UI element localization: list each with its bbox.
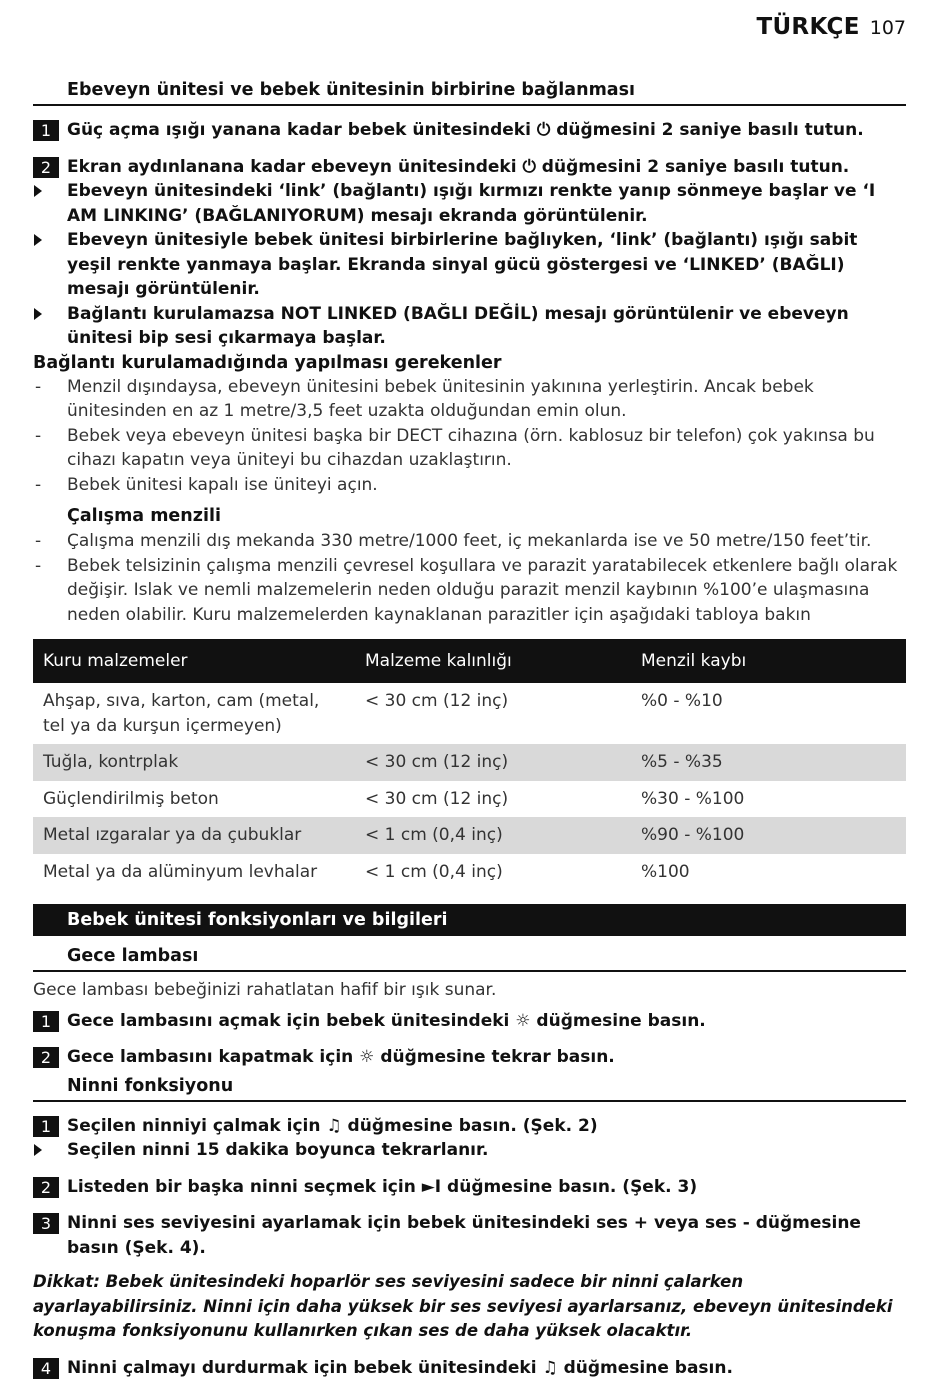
- step-number: 3: [33, 1213, 59, 1234]
- caution-note: Dikkat: Bebek ünitesindeki hoparlör ses seviyesini sadece bir ninni çalarken ayarlayabilirsiniz. Ninni için daha yüksek bir ses seviyesi ayarlarsanız, ebeveyn ünitesindeki konuşma fonksiyonunu kullanırken çıkan ses de daha yüksek olacaktır.: [33, 1272, 893, 1340]
- step-number: 2: [33, 1047, 59, 1068]
- lullaby-step-4: [33, 1356, 906, 1381]
- step-text: Ekran aydınlanana kadar ebeveyn ünitesindeki ⏻ düğmesini 2 saniye basılı tutun.: [67, 156, 850, 177]
- step-text: Gece lambasını kapatmak için ☼ düğmesine tekrar basın.: [67, 1047, 615, 1067]
- result-bullet: Ebeveyn ünitesiyle bebek ünitesi birbirlerine bağlıyken, ‘link’ (bağlantı) ışığı sabit yeşil renkte yanmaya başlar. Ekranda sinyal gücü göstergesi ve ‘LINKED’ (BAĞLI) mesajı görüntülenir.: [33, 228, 906, 302]
- range-item: - Bebek telsizinin çalışma menzili çevresel koşullara ve parazit yaratabilecek etkenlere bağlı olarak değişir. Islak ve nemli malzemelerin neden olduğu parazit menzil kaybının %100’e ulaşmasına neden olabilir. Kuru malzemelerden kaynaklanan parazitler için aşağıdaki tabloya bakın: [35, 555, 898, 625]
- result-bullet: Seçilen ninni 15 dakika boyunca tekrarlanır.: [33, 1138, 906, 1163]
- dash-marker: -: [35, 474, 42, 495]
- step-number: 2: [33, 157, 59, 178]
- table-row: [33, 683, 906, 744]
- troubleshoot-heading: Bağlantı kurulamadığında yapılması gerekenler: [33, 352, 502, 373]
- table-cell: Ahşap, sıva, karton, cam (metal, tel ya da kurşun içermeyen): [43, 691, 320, 736]
- table-cell: Metal ızgaralar ya da çubuklar: [33, 817, 355, 854]
- bullet-arrow-icon: [34, 308, 42, 320]
- step-text: Güç açma ışığı yanana kadar bebek ünitesindeki ⏻ düğmesini 2 saniye basılı tutun.: [67, 120, 864, 140]
- table-row: [33, 744, 906, 781]
- night-light-intro: Gece lambası bebeğinizi rahatlatan hafif bir ışık sunar.: [33, 980, 497, 1000]
- column-header: Malzeme kalınlığı: [355, 639, 631, 683]
- page-number: 107: [869, 17, 906, 39]
- table-row: [33, 781, 906, 818]
- table-cell: %0 - %10: [641, 691, 723, 711]
- dash-marker: -: [35, 425, 42, 446]
- troubleshoot-item: - Bebek ünitesi kapalı ise üniteyi açın.: [33, 473, 906, 498]
- column-header: Kuru malzemeler: [33, 639, 355, 683]
- lullaby-step-3: [33, 1211, 906, 1260]
- table-cell: < 30 cm (12 inç): [355, 744, 631, 781]
- step-number: 1: [33, 1116, 59, 1137]
- result-bullet: Bağlantı kurulamazsa NOT LINKED (BAĞLI DEĞİL) mesajı görüntülenir ve ebeveyn ünitesi bip sesi çıkarmaya başlar.: [33, 302, 906, 351]
- table-header-row: [33, 639, 906, 683]
- troubleshoot-item: - Menzil dışındaysa, ebeveyn ünitesini bebek ünitesinin yakınına yerleştirin. Ancak bebek ünitesinden en az 1 metre/3,5 feet uzakta olduğundan emin olun.: [35, 376, 814, 421]
- step-text: Listeden bir başka ninni seçmek için ►I düğmesine basın. (Şek. 3): [67, 1176, 698, 1197]
- troubleshoot-item: - Bebek veya ebeveyn ünitesi başka bir DECT cihazına (örn. kablosuz bir telefon) çok yakınsa bu cihazı kapatın veya üniteyi bu cihazdan uzaklaştırın.: [35, 425, 875, 470]
- table-row: [33, 817, 906, 854]
- night-light-heading: Gece lambası: [33, 940, 906, 972]
- dash-marker: -: [35, 376, 42, 397]
- table-cell: < 1 cm (0,4 inç): [355, 817, 631, 854]
- section-heading-baby-unit: Bebek ünitesi fonksiyonları ve bilgileri: [33, 904, 906, 936]
- column-header: Menzil kaybı: [631, 639, 906, 683]
- document-body: [33, 74, 906, 1380]
- lullaby-step-2: [33, 1175, 906, 1200]
- step-text: Seçilen ninniyi çalmak için ♫ düğmesine basın. (Şek. 2): [67, 1115, 598, 1136]
- page-header: [756, 14, 906, 40]
- table-cell: %100: [641, 861, 690, 882]
- dash-marker: -: [35, 555, 42, 576]
- step-text: Ninni çalmayı durdurmak için bebek ünitesindeki ♫ düğmesine basın.: [67, 1357, 733, 1378]
- table-cell: Metal ya da alüminyum levhalar: [43, 861, 318, 882]
- table-cell: < 1 cm (0,4 inç): [365, 861, 503, 882]
- result-bullet: Ebeveyn ünitesindeki ‘link’ (bağlantı) ışığı kırmızı renkte yanıp sönmeye başlar ve ‘I AM LINKING’ (BAĞLANIYORUM) mesajı ekranda görüntülenir.: [33, 179, 906, 228]
- language-label: TÜRKÇE: [756, 14, 860, 40]
- bullet-arrow-icon: [34, 1144, 42, 1156]
- range-item: - Çalışma menzili dış mekanda 330 metre/1000 feet, iç mekanlarda ise ve 50 metre/150 feet’tir.: [33, 529, 906, 554]
- table-cell: Tuğla, kontrplak: [33, 744, 355, 781]
- night-light-step-2: [33, 1045, 906, 1070]
- step-text: Gece lambasını açmak için bebek ünitesindeki ☼ düğmesine basın.: [67, 1010, 706, 1031]
- step-number: 1: [33, 120, 59, 141]
- table-cell: < 30 cm (12 inç): [365, 691, 509, 711]
- table-cell: %30 - %100: [641, 788, 745, 809]
- lullaby-heading: Ninni fonksiyonu: [33, 1070, 906, 1102]
- table-cell: %5 - %35: [631, 744, 906, 781]
- range-heading: Çalışma menzili: [67, 506, 221, 526]
- table-cell: < 30 cm (12 inç): [365, 788, 509, 809]
- step-number: 2: [33, 1177, 59, 1198]
- table-cell: %90 - %100: [631, 817, 906, 854]
- range-loss-table: [33, 639, 906, 890]
- bullet-arrow-icon: [34, 185, 42, 197]
- step-number: 4: [33, 1358, 59, 1379]
- connect-step-2: [33, 155, 906, 180]
- lullaby-step-1: [33, 1114, 906, 1139]
- section-heading-connect: Ebeveyn ünitesi ve bebek ünitesinin birbirine bağlanması: [33, 74, 906, 106]
- step-text: Ninni ses seviyesini ayarlamak için bebek ünitesindeki ses + veya ses - düğmesine basın (Şek. 4).: [67, 1213, 861, 1258]
- connect-step-1: [33, 118, 906, 143]
- dash-marker: -: [35, 531, 42, 551]
- table-row: [33, 854, 906, 891]
- bullet-arrow-icon: [34, 234, 42, 246]
- night-light-step-1: [33, 1009, 906, 1034]
- step-number: 1: [33, 1011, 59, 1032]
- table-cell: Güçlendirilmiş beton: [43, 788, 219, 809]
